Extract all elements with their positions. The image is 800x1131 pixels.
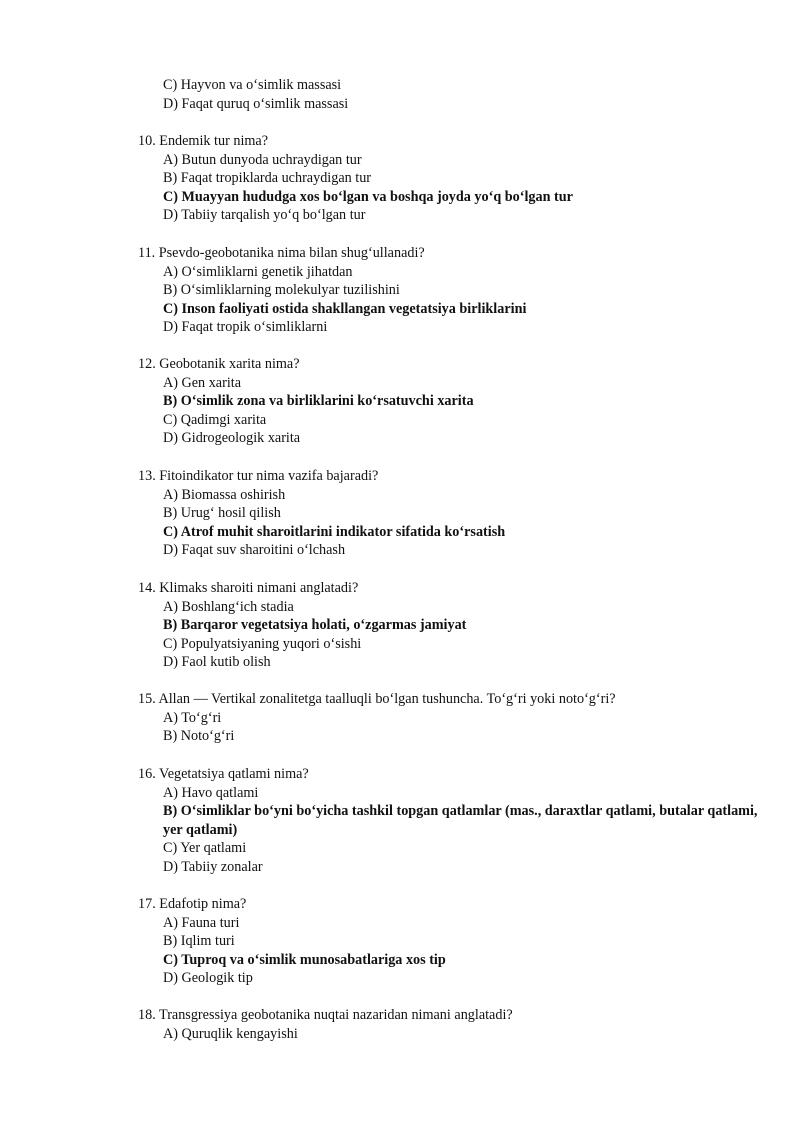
option-d: D) Tabiiy zonalar <box>163 858 263 875</box>
option-list <box>163 486 758 560</box>
option-d: D) Tabiiy tarqalish yo‘q bo‘lgan tur <box>163 207 366 224</box>
option-d: D) Faol kutib olish <box>163 654 271 671</box>
option-a: A) O‘simliklarni genetik jihatdan <box>163 263 353 280</box>
option-list <box>163 151 758 225</box>
question-16 <box>138 765 758 877</box>
option-a: A) Fauna turi <box>163 914 240 931</box>
question-title: 17. Edafotip nima? <box>138 896 247 912</box>
option-c: C) Yer qatlami <box>163 840 247 857</box>
option-d: D) Faqat suv sharoitini o‘lchash <box>163 542 346 559</box>
option-c: C) Hayvon va o‘simlik massasi <box>163 77 342 93</box>
question-title: 18. Transgressiya geobotanika nuqtai nazaridan nimani anglatadi? <box>138 1007 513 1023</box>
question-title: 13. Fitoindikator tur nima vazifa bajaradi? <box>138 468 379 484</box>
option-a: A) Havo qatlami <box>163 784 259 801</box>
question-11 <box>138 244 758 337</box>
option-list <box>163 709 758 746</box>
option-d: D) Geologik tip <box>163 970 253 987</box>
option-list <box>163 914 758 988</box>
option-c: C) Populyatsiyaning yuqori o‘sishi <box>163 635 362 652</box>
question-12 <box>138 355 758 448</box>
question-title: 12. Geobotanik xarita nima? <box>138 356 300 372</box>
option-list <box>163 784 758 877</box>
question-18 <box>138 1006 758 1043</box>
option-list <box>163 1025 758 1044</box>
option-b: B) Faqat tropiklarda uchraydigan tur <box>163 170 372 187</box>
question-title: 10. Endemik tur nima? <box>138 133 269 149</box>
question-15 <box>138 690 758 746</box>
option-c: C) Qadimgi xarita <box>163 411 267 428</box>
option-b-correct: B) O‘simlik zona va birliklarini ko‘rsatuvchi xarita <box>163 393 474 410</box>
question-17 <box>138 895 758 988</box>
option-list <box>163 598 758 672</box>
option-b-correct: B) O‘simliklar bo‘yni bo‘yicha tashkil topgan qatlamlar (mas., daraxtlar qatlami, butalar qatlami, yer qatlami) <box>163 803 758 838</box>
option-b: B) Iqlim turi <box>163 933 235 950</box>
question-title: 16. Vegetatsiya qatlami nima? <box>138 766 309 782</box>
option-d: D) Faqat tropik o‘simliklarni <box>163 319 328 336</box>
question-10 <box>138 132 758 225</box>
option-b-correct: B) Barqaror vegetatsiya holati, o‘zgarmas jamiyat <box>163 617 467 634</box>
option-c-correct: C) Tuproq va o‘simlik munosabatlariga xos tip <box>163 951 446 968</box>
option-a: A) Butun dunyoda uchraydigan tur <box>163 151 362 168</box>
option-b: B) Urug‘ hosil qilish <box>163 505 281 522</box>
option-b: B) Noto‘g‘ri <box>163 728 235 745</box>
option-c-correct: C) Inson faoliyati ostida shakllangan vegetatsiya birliklarini <box>163 300 527 317</box>
question-title: 15. Allan — Vertikal zonalitetga taalluqli bo‘lgan tushuncha. To‘g‘ri yoki noto‘g‘ri? <box>138 691 616 707</box>
option-c-correct: C) Muayyan hududga xos bo‘lgan va boshqa joyda yo‘q bo‘lgan tur <box>163 188 573 205</box>
question-13 <box>138 467 758 560</box>
option-d: D) Faqat quruq o‘simlik massasi <box>163 95 349 112</box>
option-b: B) O‘simliklarning molekulyar tuzilishini <box>163 282 400 299</box>
option-a: A) Boshlang‘ich stadia <box>163 598 294 615</box>
option-a: A) To‘g‘ri <box>163 709 222 726</box>
option-a: A) Biomassa oshirish <box>163 486 286 503</box>
question-title: 11. Psevdo-geobotanika nima bilan shug‘ullanadi? <box>138 245 425 261</box>
option-c-correct: C) Atrof muhit sharoitlarini indikator sifatida ko‘rsatish <box>163 523 506 540</box>
question-title: 14. Klimaks sharoiti nimani anglatadi? <box>138 580 359 596</box>
option-d: D) Gidrogeologik xarita <box>163 430 301 447</box>
option-list <box>163 263 758 337</box>
question-14 <box>138 579 758 672</box>
option-list <box>163 374 758 448</box>
option-a: A) Quruqlik kengayishi <box>163 1025 298 1042</box>
continued-options <box>163 76 763 113</box>
option-a: A) Gen xarita <box>163 374 241 391</box>
